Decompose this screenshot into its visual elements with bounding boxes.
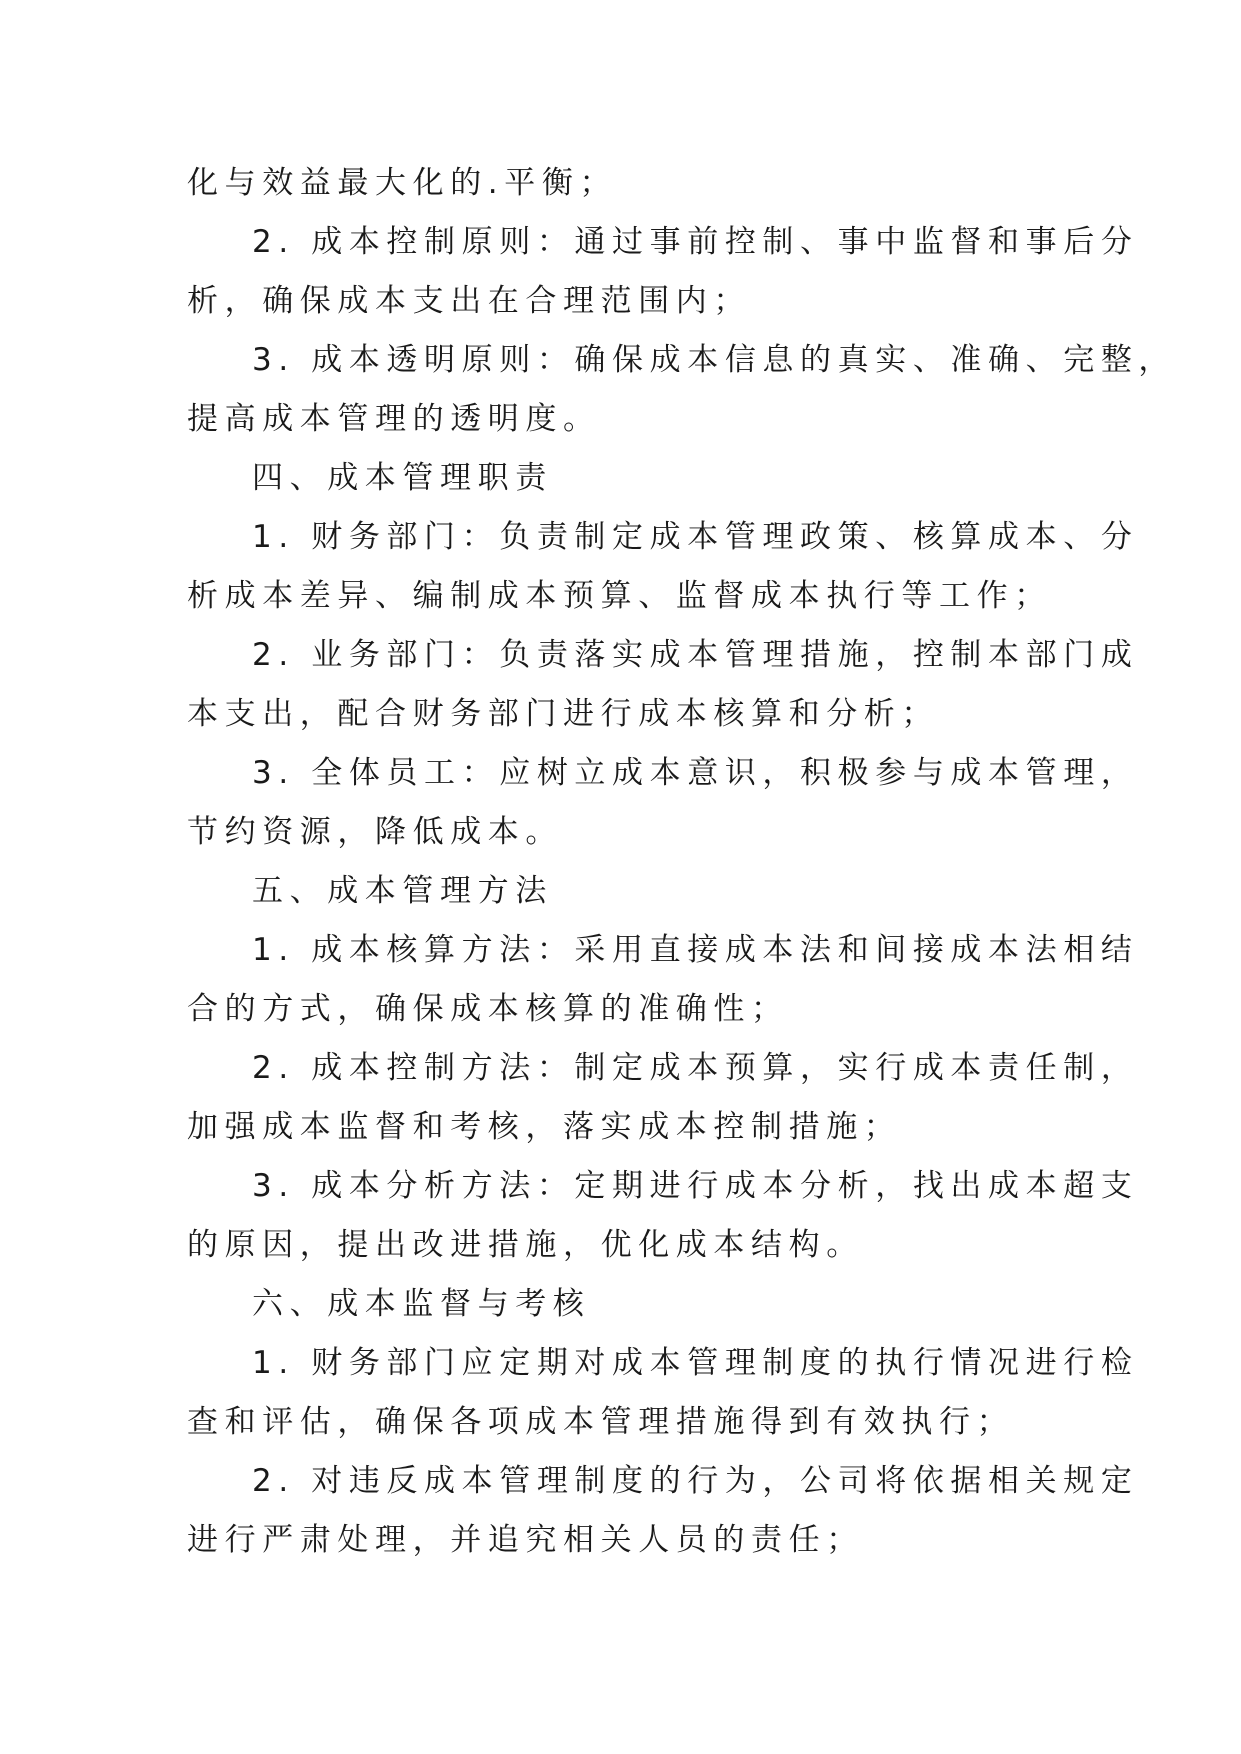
- text-line: 2. 对违反成本管理制度的行为，公司将依据相关规定: [252, 1463, 1139, 1499]
- text-line: 合的方式，确保成本核算的准确性；: [187, 991, 789, 1027]
- text-line: 查和评估，确保各项成本管理措施得到有效执行；: [187, 1404, 1015, 1440]
- text-line: 的原因，提出改进措施，优化成本结构。: [187, 1227, 864, 1263]
- text-line: 1. 成本核算方法：采用直接成本法和间接成本法相结: [252, 932, 1139, 968]
- text-line: 提高成本管理的透明度。: [187, 401, 601, 437]
- text-line: 1. 财务部门应定期对成本管理制度的执行情况进行检: [252, 1345, 1139, 1381]
- text-line: 加强成本监督和考核，落实成本控制措施；: [187, 1109, 902, 1145]
- text-line: 2. 业务部门：负责落实成本管理措施，控制本部门成: [252, 637, 1139, 673]
- text-line: 析成本差异、编制成本预算、监督成本执行等工作；: [187, 578, 1052, 614]
- section-heading: 四、成本管理职责: [252, 460, 553, 496]
- text-line: 进行严肃处理，并追究相关人员的责任；: [187, 1522, 864, 1558]
- text-line: 本支出，配合财务部门进行成本核算和分析；: [187, 696, 939, 732]
- text-line: 2. 成本控制原则：通过事前控制、事中监督和事后分: [252, 224, 1139, 260]
- section-heading: 六、成本监督与考核: [252, 1286, 591, 1322]
- text-line: 化与效益最大化的.平衡；: [187, 165, 618, 201]
- section-heading: 五、成本管理方法: [252, 873, 553, 909]
- text-line: 节约资源，降低成本。: [187, 814, 563, 850]
- text-line: 3. 全体员工：应树立成本意识，积极参与成本管理，: [252, 755, 1139, 791]
- text-line: 析，确保成本支出在合理范围内；: [187, 283, 751, 319]
- text-line: 1. 财务部门：负责制定成本管理政策、核算成本、分: [252, 519, 1139, 555]
- text-line: 3. 成本分析方法：定期进行成本分析，找出成本超支: [252, 1168, 1139, 1204]
- text-line: 3. 成本透明原则：确保成本信息的真实、准确、完整，: [252, 342, 1177, 378]
- text-line: 2. 成本控制方法：制定成本预算，实行成本责任制，: [252, 1050, 1139, 1086]
